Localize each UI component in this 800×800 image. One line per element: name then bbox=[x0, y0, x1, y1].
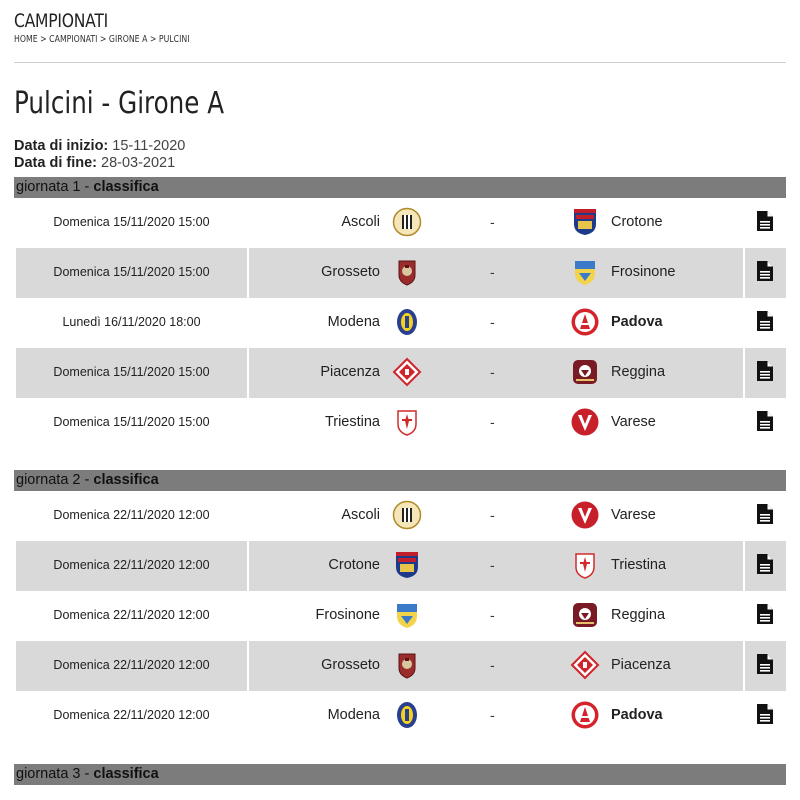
giornata-label: giornata 2 - bbox=[16, 472, 94, 488]
away-team-name: Padova bbox=[611, 314, 663, 330]
document-icon[interactable] bbox=[756, 603, 774, 625]
away-team-name: Frosinone bbox=[611, 264, 676, 280]
home-team-name: Ascoli bbox=[341, 507, 380, 523]
ascoli-crest-icon bbox=[392, 207, 422, 237]
match-date: Domenica 22/11/2020 12:00 bbox=[53, 658, 210, 672]
breadcrumb[interactable]: HOME > CAMPIONATI > GIRONE A > PULCINI bbox=[14, 34, 190, 45]
away-team-name: Crotone bbox=[611, 214, 663, 230]
document-icon[interactable] bbox=[756, 653, 774, 675]
end-date-value: 28-03-2021 bbox=[101, 155, 176, 171]
end-date-row bbox=[14, 155, 185, 172]
score-separator: - bbox=[490, 314, 495, 330]
reggina-crest-icon bbox=[570, 357, 600, 387]
home-team-name: Piacenza bbox=[320, 364, 380, 380]
header-divider bbox=[14, 62, 786, 63]
match-row bbox=[16, 641, 786, 691]
varese-crest-icon bbox=[570, 407, 600, 437]
match-date: Domenica 15/11/2020 15:00 bbox=[53, 415, 210, 429]
crotone-crest-icon bbox=[392, 550, 422, 580]
match-date: Lunedì 16/11/2020 18:00 bbox=[62, 315, 201, 329]
giornata-section bbox=[14, 764, 786, 785]
match-row bbox=[16, 298, 786, 348]
away-team-name: Varese bbox=[611, 507, 656, 523]
score-separator: - bbox=[490, 607, 495, 623]
modena-crest-icon bbox=[392, 307, 422, 337]
match-row bbox=[16, 541, 786, 591]
piacenza-crest-icon bbox=[392, 357, 422, 387]
triestina-crest-icon bbox=[392, 407, 422, 437]
championship-dates bbox=[14, 138, 185, 172]
giornata-section bbox=[14, 177, 786, 448]
end-date-label: Data di fine: bbox=[14, 155, 97, 171]
score-separator: - bbox=[490, 414, 495, 430]
match-row bbox=[16, 198, 786, 248]
away-team-name: Varese bbox=[611, 414, 656, 430]
section-title: CAMPIONATI bbox=[14, 10, 108, 32]
grosseto-crest-icon bbox=[392, 650, 422, 680]
match-date: Domenica 22/11/2020 12:00 bbox=[53, 558, 210, 572]
document-icon[interactable] bbox=[756, 553, 774, 575]
home-team-name: Crotone bbox=[328, 557, 380, 573]
match-date: Domenica 22/11/2020 12:00 bbox=[53, 508, 210, 522]
match-date: Domenica 15/11/2020 15:00 bbox=[53, 215, 210, 229]
giornata-header bbox=[14, 764, 786, 785]
varese-crest-icon bbox=[570, 500, 600, 530]
score-separator: - bbox=[490, 364, 495, 380]
home-team-name: Grosseto bbox=[321, 657, 380, 673]
document-icon[interactable] bbox=[756, 503, 774, 525]
home-team-name: Grosseto bbox=[321, 264, 380, 280]
home-team-name: Modena bbox=[327, 314, 380, 330]
crotone-crest-icon bbox=[570, 207, 600, 237]
home-team-name: Ascoli bbox=[341, 214, 380, 230]
piacenza-crest-icon bbox=[570, 650, 600, 680]
classifica-link[interactable]: classifica bbox=[93, 179, 159, 195]
document-icon[interactable] bbox=[756, 260, 774, 282]
away-team-name: Reggina bbox=[611, 607, 666, 623]
match-date: Domenica 22/11/2020 12:00 bbox=[53, 708, 210, 722]
grosseto-crest-icon bbox=[392, 257, 422, 287]
modena-crest-icon bbox=[392, 700, 422, 730]
document-icon[interactable] bbox=[756, 210, 774, 232]
start-date-label: Data di inizio: bbox=[14, 138, 109, 154]
document-icon[interactable] bbox=[756, 410, 774, 432]
start-date-value: 15-11-2020 bbox=[112, 138, 186, 154]
triestina-crest-icon bbox=[570, 550, 600, 580]
reggina-crest-icon bbox=[570, 600, 600, 630]
match-date: Domenica 15/11/2020 15:00 bbox=[53, 365, 210, 379]
away-team-name: Reggina bbox=[611, 364, 666, 380]
match-date: Domenica 22/11/2020 12:00 bbox=[53, 608, 210, 622]
match-row bbox=[16, 591, 786, 641]
padova-crest-icon bbox=[570, 700, 600, 730]
classifica-link[interactable]: classifica bbox=[93, 766, 159, 782]
away-team-name: Padova bbox=[611, 707, 663, 723]
document-icon[interactable] bbox=[756, 310, 774, 332]
score-separator: - bbox=[490, 507, 495, 523]
giornata-header bbox=[14, 177, 786, 198]
score-separator: - bbox=[490, 264, 495, 280]
away-team-name: Triestina bbox=[611, 557, 667, 573]
score-separator: - bbox=[490, 657, 495, 673]
page-title: Pulcini - Girone A bbox=[14, 86, 225, 121]
away-team-name: Piacenza bbox=[611, 657, 671, 673]
page-header bbox=[14, 10, 786, 45]
match-row bbox=[16, 348, 786, 398]
match-row bbox=[16, 691, 786, 741]
frosinone-crest-icon bbox=[570, 257, 600, 287]
score-separator: - bbox=[490, 557, 495, 573]
match-row bbox=[16, 398, 786, 448]
padova-crest-icon bbox=[570, 307, 600, 337]
giornata-label: giornata 3 - bbox=[16, 766, 94, 782]
start-date-row bbox=[14, 138, 185, 155]
giornata-section bbox=[14, 470, 786, 741]
score-separator: - bbox=[490, 214, 495, 230]
ascoli-crest-icon bbox=[392, 500, 422, 530]
home-team-name: Frosinone bbox=[315, 607, 380, 623]
giornata-header bbox=[14, 470, 786, 491]
score-separator: - bbox=[490, 707, 495, 723]
giornata-label: giornata 1 - bbox=[16, 179, 94, 195]
match-date: Domenica 15/11/2020 15:00 bbox=[53, 265, 210, 279]
home-team-name: Modena bbox=[327, 707, 380, 723]
match-row bbox=[16, 248, 786, 298]
document-icon[interactable] bbox=[756, 703, 774, 725]
document-icon[interactable] bbox=[756, 360, 774, 382]
match-row bbox=[16, 491, 786, 541]
frosinone-crest-icon bbox=[392, 600, 422, 630]
classifica-link[interactable]: classifica bbox=[93, 472, 159, 488]
home-team-name: Triestina bbox=[324, 414, 380, 430]
